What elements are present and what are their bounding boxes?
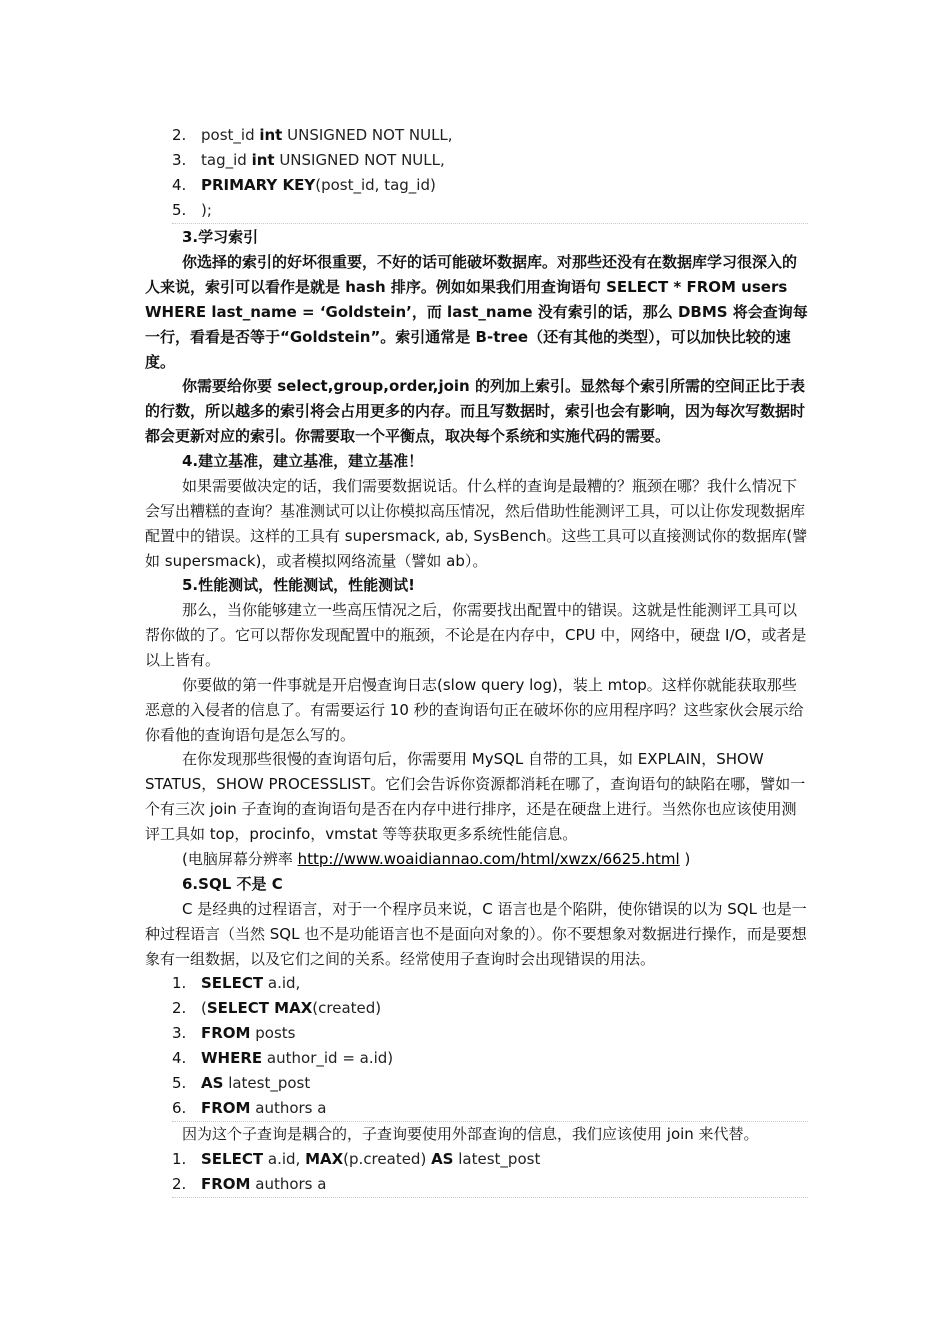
code-text: UNSIGNED NOT NULL,	[282, 126, 453, 144]
code-text: latest_post	[453, 1150, 541, 1168]
code-text: (	[201, 999, 207, 1017]
section-5-paragraph-3: 在你发现那些很慢的查询语句后，你需要用 MySQL 自带的工具，如 EXPLAIN，SHOW STATUS，SHOW PROCESSLIST。它们会告诉你资源都消耗在哪了，查询语句的缺陷在哪，譬如一个有三次 join 子查询的查询语句是否在内存中进行排序，还是在硬盘上进行。当然你也应该使用测评工具如 top，procinfo，vmstat 等等获取更多系统性能信息。	[145, 750, 806, 843]
code-text: (created)	[312, 999, 382, 1017]
code-text: post_id	[201, 126, 260, 144]
code-keyword: int	[251, 151, 275, 169]
section-5-paragraph-1: 那么，当你能够建立一些高压情况之后，你需要找出配置中的错误。这就是性能测评工具可以帮你做的了。它可以帮你发现配置中的瓶颈，不论是在内存中，CPU 中，网络中，硬盘 I/O，或者是以上皆有。	[145, 601, 807, 669]
code-keyword: WHERE	[201, 1049, 263, 1067]
line-number: 2.	[172, 999, 187, 1017]
code-block-divider	[172, 1197, 808, 1198]
code-line	[172, 1096, 808, 1121]
line-number: 4.	[172, 176, 187, 194]
code-line	[172, 173, 808, 198]
code-block-create-table	[172, 123, 808, 224]
section-6-paragraph-1: C 是经典的过程语言，对于一个程序员来说，C 语言也是个陷阱，使你错误的以为 SQL 也是一种过程语言（当然 SQL 也不是功能语言也不是面向对象的）。你不要想象对数据进行操作，而是要想象有一组数据，以及它们之间的关系。经常使用子查询时会出现错误的用法。	[145, 900, 807, 968]
code-keyword: SELECT MAX	[206, 999, 313, 1017]
code-text: authors a	[250, 1099, 327, 1117]
code-keyword: AS	[431, 1150, 454, 1168]
line-number: 2.	[172, 126, 187, 144]
code-text: a.id,	[263, 1150, 306, 1168]
section-3-paragraph-2: 你需要给你要 select,group,order,join 的列加上索引。显然每个索引所需的空间正比于表的行数，所以越多的索引将会占用更多的内存。而且写数据时，索引也会有影响，因为每次写数据时都会更新对应的索引。你需要取一个平衡点，取决每个系统和实施代码的需要。	[145, 377, 806, 445]
line-number: 5.	[172, 1074, 187, 1092]
code-text: (post_id, tag_id)	[315, 176, 436, 194]
code-text: );	[201, 201, 212, 219]
code-line	[172, 1046, 808, 1071]
code-keyword: FROM	[201, 1024, 251, 1042]
section-4-paragraph-1: 如果需要做决定的话，我们需要数据说话。什么样的查询是最糟的？瓶颈在哪？我什么情况下会写出糟糕的查询？基准测试可以让你模拟高压情况，然后借助性能测评工具，可以让你发现数据库配置中的错误。这样的工具有 supersmack, ab, SysBench。这些工具可以直接测试你的数据库(譬如 supersmack)，或者模拟网络流量（譬如 ab）。	[145, 477, 808, 570]
code-keyword: FROM	[201, 1175, 251, 1193]
reference-line	[145, 847, 810, 872]
reference-link[interactable]: http://www.woaidiannao.com/html/xwzx/6625.html	[297, 850, 680, 868]
section-6-heading: 6.SQL 不是 C	[182, 875, 283, 893]
section-5-paragraph-2: 你要做的第一件事就是开启慢查询日志(slow query log)，装上 mtop。这样你就能获取那些恶意的入侵者的信息了。有需要运行 10 秒的查询语句正在破坏你的应用程序吗？这些家伙会展示给你看他的查询语句是怎么写的。	[145, 676, 804, 744]
code-text: tag_id	[201, 151, 252, 169]
code-text: latest_post	[223, 1074, 311, 1092]
code-line	[172, 123, 808, 148]
section-5-heading: 5.性能测试，性能测试，性能测试!	[182, 576, 415, 594]
line-number: 1.	[172, 974, 187, 992]
line-number: 6.	[172, 1099, 187, 1117]
code-line	[172, 996, 808, 1021]
code-line	[172, 1172, 808, 1197]
code-keyword: int	[259, 126, 283, 144]
code-line	[172, 971, 808, 996]
code-block-divider	[172, 223, 808, 224]
section-4-heading: 4.建立基准，建立基准，建立基准！	[182, 452, 424, 470]
line-number: 1.	[172, 1150, 187, 1168]
code-line	[172, 1147, 808, 1172]
code-text: posts	[250, 1024, 296, 1042]
code-keyword: MAX	[305, 1150, 344, 1168]
code-line	[172, 1021, 808, 1046]
code-text: author_id = a.id)	[262, 1049, 394, 1067]
code-text: a.id,	[263, 974, 301, 992]
code-text: (p.created)	[343, 1150, 432, 1168]
code-keyword: SELECT	[201, 1150, 264, 1168]
code-block-join	[172, 1147, 808, 1198]
code-keyword: AS	[201, 1074, 224, 1092]
code-block-subquery	[172, 971, 808, 1122]
section-3-heading: 3.学习索引	[182, 228, 259, 246]
code-keyword: SELECT	[201, 974, 264, 992]
line-number: 4.	[172, 1049, 187, 1067]
line-number: 2.	[172, 1175, 187, 1193]
code-line	[172, 198, 808, 223]
section-6-paragraph-2: 因为这个子查询是耦合的，子查询要使用外部查询的信息，我们应该使用 join 来代替。	[182, 1125, 759, 1143]
reference-suffix: )	[679, 850, 691, 868]
code-text: authors a	[250, 1175, 327, 1193]
line-number: 3.	[172, 151, 187, 169]
line-number: 3.	[172, 1024, 187, 1042]
code-line	[172, 148, 808, 173]
code-line	[172, 1071, 808, 1096]
reference-prefix: (电脑屏幕分辨率	[182, 850, 298, 868]
code-keyword: FROM	[201, 1099, 251, 1117]
line-number: 5.	[172, 201, 187, 219]
section-3-paragraph-1: 你选择的索引的好坏很重要，不好的话可能破坏数据库。对那些还没有在数据库学习很深入的人来说，索引可以看作是就是 hash 排序。例如如果我们用查询语句 SELECT * FROM users WHERE last_name = ‘Goldstein’，而 last_name 没有索引的话，那么 DBMS 将会查询每一行，看看是否等于“Goldstein”。索引通常是 B-tree（还有其他的类型），可以加快比较的速度。	[145, 253, 808, 371]
code-keyword: PRIMARY KEY	[201, 176, 316, 194]
code-text: UNSIGNED NOT NULL,	[274, 151, 445, 169]
